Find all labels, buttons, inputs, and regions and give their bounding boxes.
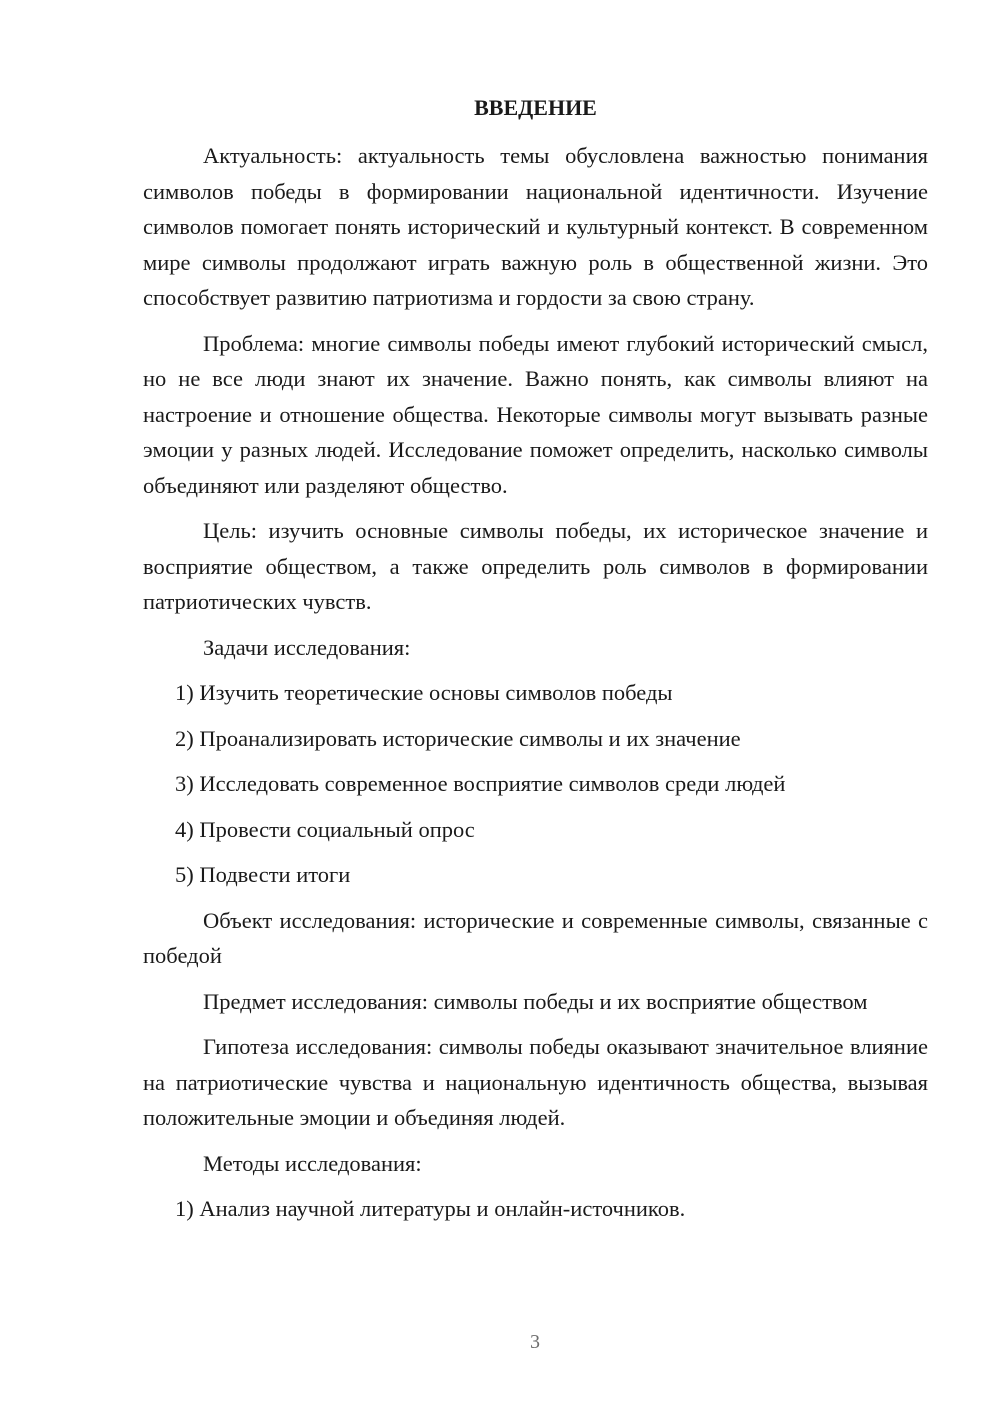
- list-item: 3) Исследовать современное восприятие символов среди людей: [175, 771, 786, 796]
- tasks-list: [143, 675, 928, 893]
- page-number: 3: [530, 1331, 540, 1353]
- paragraph-relevance: Актуальность: актуальность темы обусловлена важностью понимания символов победы в формировании национальной идентичности. Изучение символов помогает понять исторический и культурный контекст. В современном мире символы продолжают играть важную роль в общественной жизни. Это способствует развитию патриотизма и гордости за свою страну.: [143, 143, 928, 310]
- list-item: 1) Анализ научной литературы и онлайн-источников.: [175, 1196, 686, 1221]
- page-title: ВВЕДЕНИЕ: [474, 95, 597, 120]
- paragraph-subject: Предмет исследования: символы победы и их восприятие обществом: [203, 988, 868, 1014]
- list-item: 1) Изучить теоретические основы символов победы: [175, 680, 673, 705]
- tasks-heading: Задачи исследования:: [203, 634, 411, 660]
- paragraph-problem: Проблема: многие символы победы имеют глубокий исторический смысл, но не все люди знают их значение. Важно понять, как символы влияют на настроение и отношение общества. Некоторые символы могут вызывать разные эмоции у разных людей. Исследование поможет определить, насколько символы объединяют или разделяют общество.: [143, 330, 928, 498]
- list-item: 4) Провести социальный опрос: [175, 816, 475, 842]
- paragraph-hypothesis: Гипотеза исследования: символы победы оказывают значительное влияние на патриотические чувства и национальную идентичность общества, вызывая положительные эмоции и объединяя людей.: [143, 1034, 928, 1130]
- page-content: [143, 92, 928, 1237]
- methods-heading: Методы исследования:: [203, 1150, 422, 1176]
- list-item: 5) Подвести итоги: [175, 862, 351, 887]
- methods-list: [143, 1191, 928, 1227]
- list-item: 2) Проанализировать исторические символы и их значение: [175, 725, 741, 751]
- paragraph-goal: Цель: изучить основные символы победы, их историческое значение и восприятие обществом, а также определить роль символов в формировании патриотических чувств.: [143, 518, 928, 614]
- paragraph-object: Объект исследования: исторические и современные символы, связанные с победой: [143, 907, 928, 968]
